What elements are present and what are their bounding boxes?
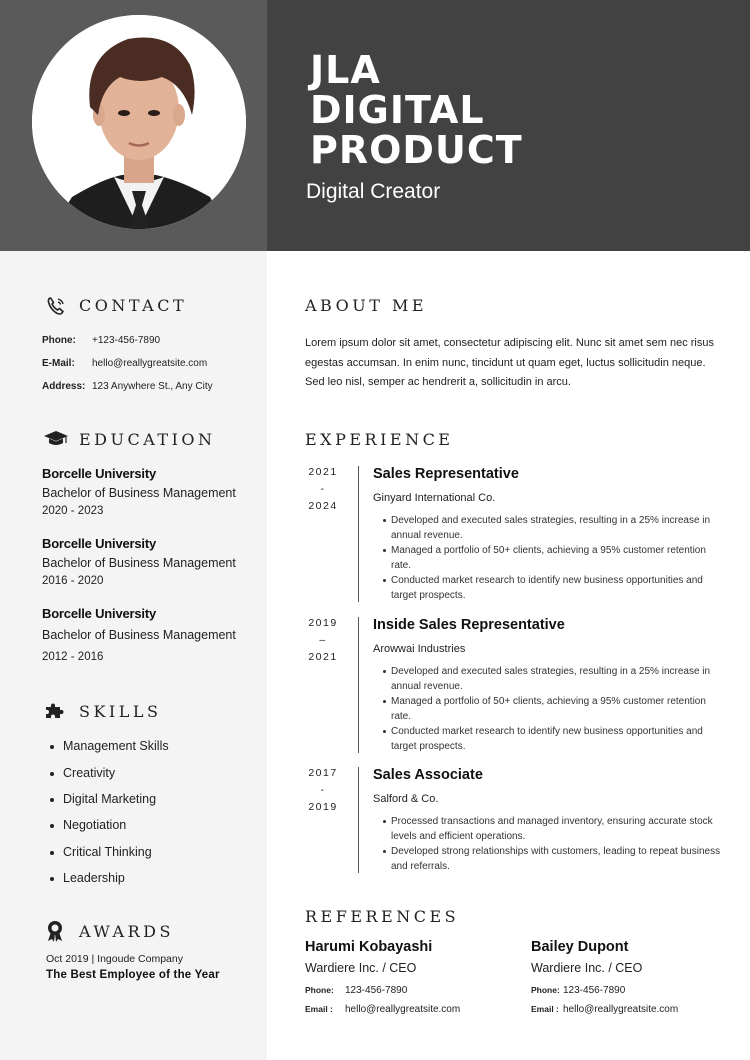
contact-heading: CONTACT xyxy=(79,296,188,315)
skill-label: Digital Marketing xyxy=(63,792,157,806)
skill-item xyxy=(52,792,156,806)
education-institution-3: Borcelle University xyxy=(42,606,156,621)
reference-name: Harumi Kobayashi xyxy=(305,939,433,955)
resume-name xyxy=(310,50,523,170)
contact-email-value: hello@reallygreatsite.com xyxy=(92,358,208,369)
contact-phone-value: +123-456-7890 xyxy=(92,335,161,346)
experience-company: Salford & Co. xyxy=(373,793,439,805)
experience-year-separator: - xyxy=(320,784,326,796)
reference-email-value: hello@reallygreatsite.com xyxy=(345,1004,461,1015)
education-institution-2: Borcelle University xyxy=(42,536,156,551)
reference-phone-value: 123-456-7890 xyxy=(345,985,408,996)
name-line-2: DIGITAL xyxy=(310,88,485,132)
timeline-divider xyxy=(358,466,359,602)
reference-email xyxy=(531,1004,678,1015)
reference-phone-value: 123-456-7890 xyxy=(563,985,626,996)
reference-phone-label: Phone: xyxy=(531,985,560,995)
experience-bullet: Processed transactions and managed inventory, ensuring accurate stock levels and efficient operations. xyxy=(391,814,721,844)
experience-bullets xyxy=(391,664,721,754)
experience-bullet: Developed and executed sales strategies, resulting in a 25% increase in annual revenue. xyxy=(391,664,721,694)
award-ribbon-icon xyxy=(46,920,64,942)
experience-bullet: Conducted market research to identify new business opportunities and target prospects. xyxy=(391,573,721,603)
skill-label: Creativity xyxy=(63,766,116,780)
about-heading: ABOUT ME xyxy=(305,296,428,315)
experience-company: Arowwai Industries xyxy=(373,643,466,655)
experience-bullet: Developed and executed sales strategies, resulting in a 25% increase in annual revenue. xyxy=(391,513,721,543)
graduation-cap-icon xyxy=(43,430,69,448)
education-degree-2: Bachelor of Business Management xyxy=(42,556,236,570)
education-years-3: 2012 - 2016 xyxy=(42,651,104,663)
name-line-1: JLA xyxy=(310,48,381,92)
experience-company: Ginyard International Co. xyxy=(373,492,496,504)
contact-email-label: E-Mail: xyxy=(42,358,75,369)
timeline-divider xyxy=(358,617,359,753)
reference-name: Bailey Dupont xyxy=(531,939,629,955)
timeline-divider xyxy=(358,767,359,873)
contact-address-label: Address: xyxy=(42,381,86,392)
experience-end-year: 2024 xyxy=(308,500,338,512)
profile-photo xyxy=(32,15,246,229)
reference-phone xyxy=(305,985,407,996)
experience-bullet: Developed strong relationships with customers, leading to repeat business and referrals. xyxy=(391,846,721,872)
experience-title: Inside Sales Representative xyxy=(373,617,565,633)
experience-bullets xyxy=(391,814,721,874)
about-text: Lorem ipsum dolor sit amet, consectetur adipiscing elit. Nunc sit amet sem nec risus egestas accumsan. In enim nunc, tincidunt ut quam eget, luctus sollicitudin neque. Sed leo nisl, semper ac hendrerit a, sollicitudin in arcu. xyxy=(305,337,714,388)
experience-bullet: Conducted market research to identify new business opportunities and target prospects. xyxy=(391,724,721,754)
education-degree-3: Bachelor of Business Management xyxy=(42,628,236,642)
education-years-1: 2020 - 2023 xyxy=(42,505,104,517)
reference-email-value: hello@reallygreatsite.com xyxy=(563,1004,679,1015)
phone-icon xyxy=(46,296,66,316)
experience-bullet: Managed a portfolio of 50+ clients, achieving a 95% customer retention rate. xyxy=(391,543,721,573)
contact-phone-label: Phone: xyxy=(42,335,76,346)
contact-email xyxy=(42,358,207,369)
contact-phone xyxy=(42,335,160,346)
experience-bullets xyxy=(391,513,721,603)
experience-end-year: 2021 xyxy=(308,651,338,663)
experience-start-year: 2017 xyxy=(308,767,338,779)
experience-title: Sales Associate xyxy=(373,767,483,783)
reference-email xyxy=(305,1004,460,1015)
experience-title: Sales Representative xyxy=(373,466,519,482)
references-heading: REFERENCES xyxy=(305,907,460,926)
experience-start-year: 2019 xyxy=(308,617,338,629)
reference-phone-label: Phone: xyxy=(305,985,334,995)
award-date-company: Oct 2019 | Ingoude Company xyxy=(46,953,183,965)
reference-email-label: Email : xyxy=(305,1004,333,1014)
experience-year-separator: - xyxy=(320,483,326,495)
name-line-3: PRODUCT xyxy=(310,128,523,172)
skill-label: Negotiation xyxy=(63,818,127,832)
skills-heading: SKILLS xyxy=(79,702,162,721)
education-years-2: 2016 - 2020 xyxy=(42,575,104,587)
skill-label: Management Skills xyxy=(63,739,169,753)
skill-item xyxy=(52,871,125,885)
award-title: The Best Employee of the Year xyxy=(46,969,220,981)
education-degree-1: Bachelor of Business Management xyxy=(42,486,236,500)
experience-year-separator: – xyxy=(319,634,327,646)
reference-role: Wardiere Inc. / CEO xyxy=(305,961,417,975)
awards-heading: AWARDS xyxy=(79,922,174,941)
experience-heading: EXPERIENCE xyxy=(305,430,454,449)
skill-item xyxy=(52,818,126,832)
experience-start-year: 2021 xyxy=(308,466,338,478)
skill-label: Critical Thinking xyxy=(63,845,152,859)
reference-email-label: Email : xyxy=(531,1004,559,1014)
education-institution-1: Borcelle University xyxy=(42,466,156,481)
education-heading: EDUCATION xyxy=(79,430,216,449)
experience-end-year: 2019 xyxy=(308,801,338,813)
job-title: Digital Creator xyxy=(306,180,441,203)
skill-label: Leadership xyxy=(63,871,125,885)
contact-address xyxy=(42,381,213,392)
puzzle-icon xyxy=(44,702,66,720)
skill-item xyxy=(52,766,115,780)
contact-address-value: 123 Anywhere St., Any City xyxy=(92,381,213,392)
skill-item xyxy=(52,845,152,859)
reference-phone xyxy=(531,985,625,996)
experience-bullet: Managed a portfolio of 50+ clients, achieving a 95% customer retention rate. xyxy=(391,694,721,724)
reference-role: Wardiere Inc. / CEO xyxy=(531,961,643,975)
skill-item xyxy=(52,739,169,753)
